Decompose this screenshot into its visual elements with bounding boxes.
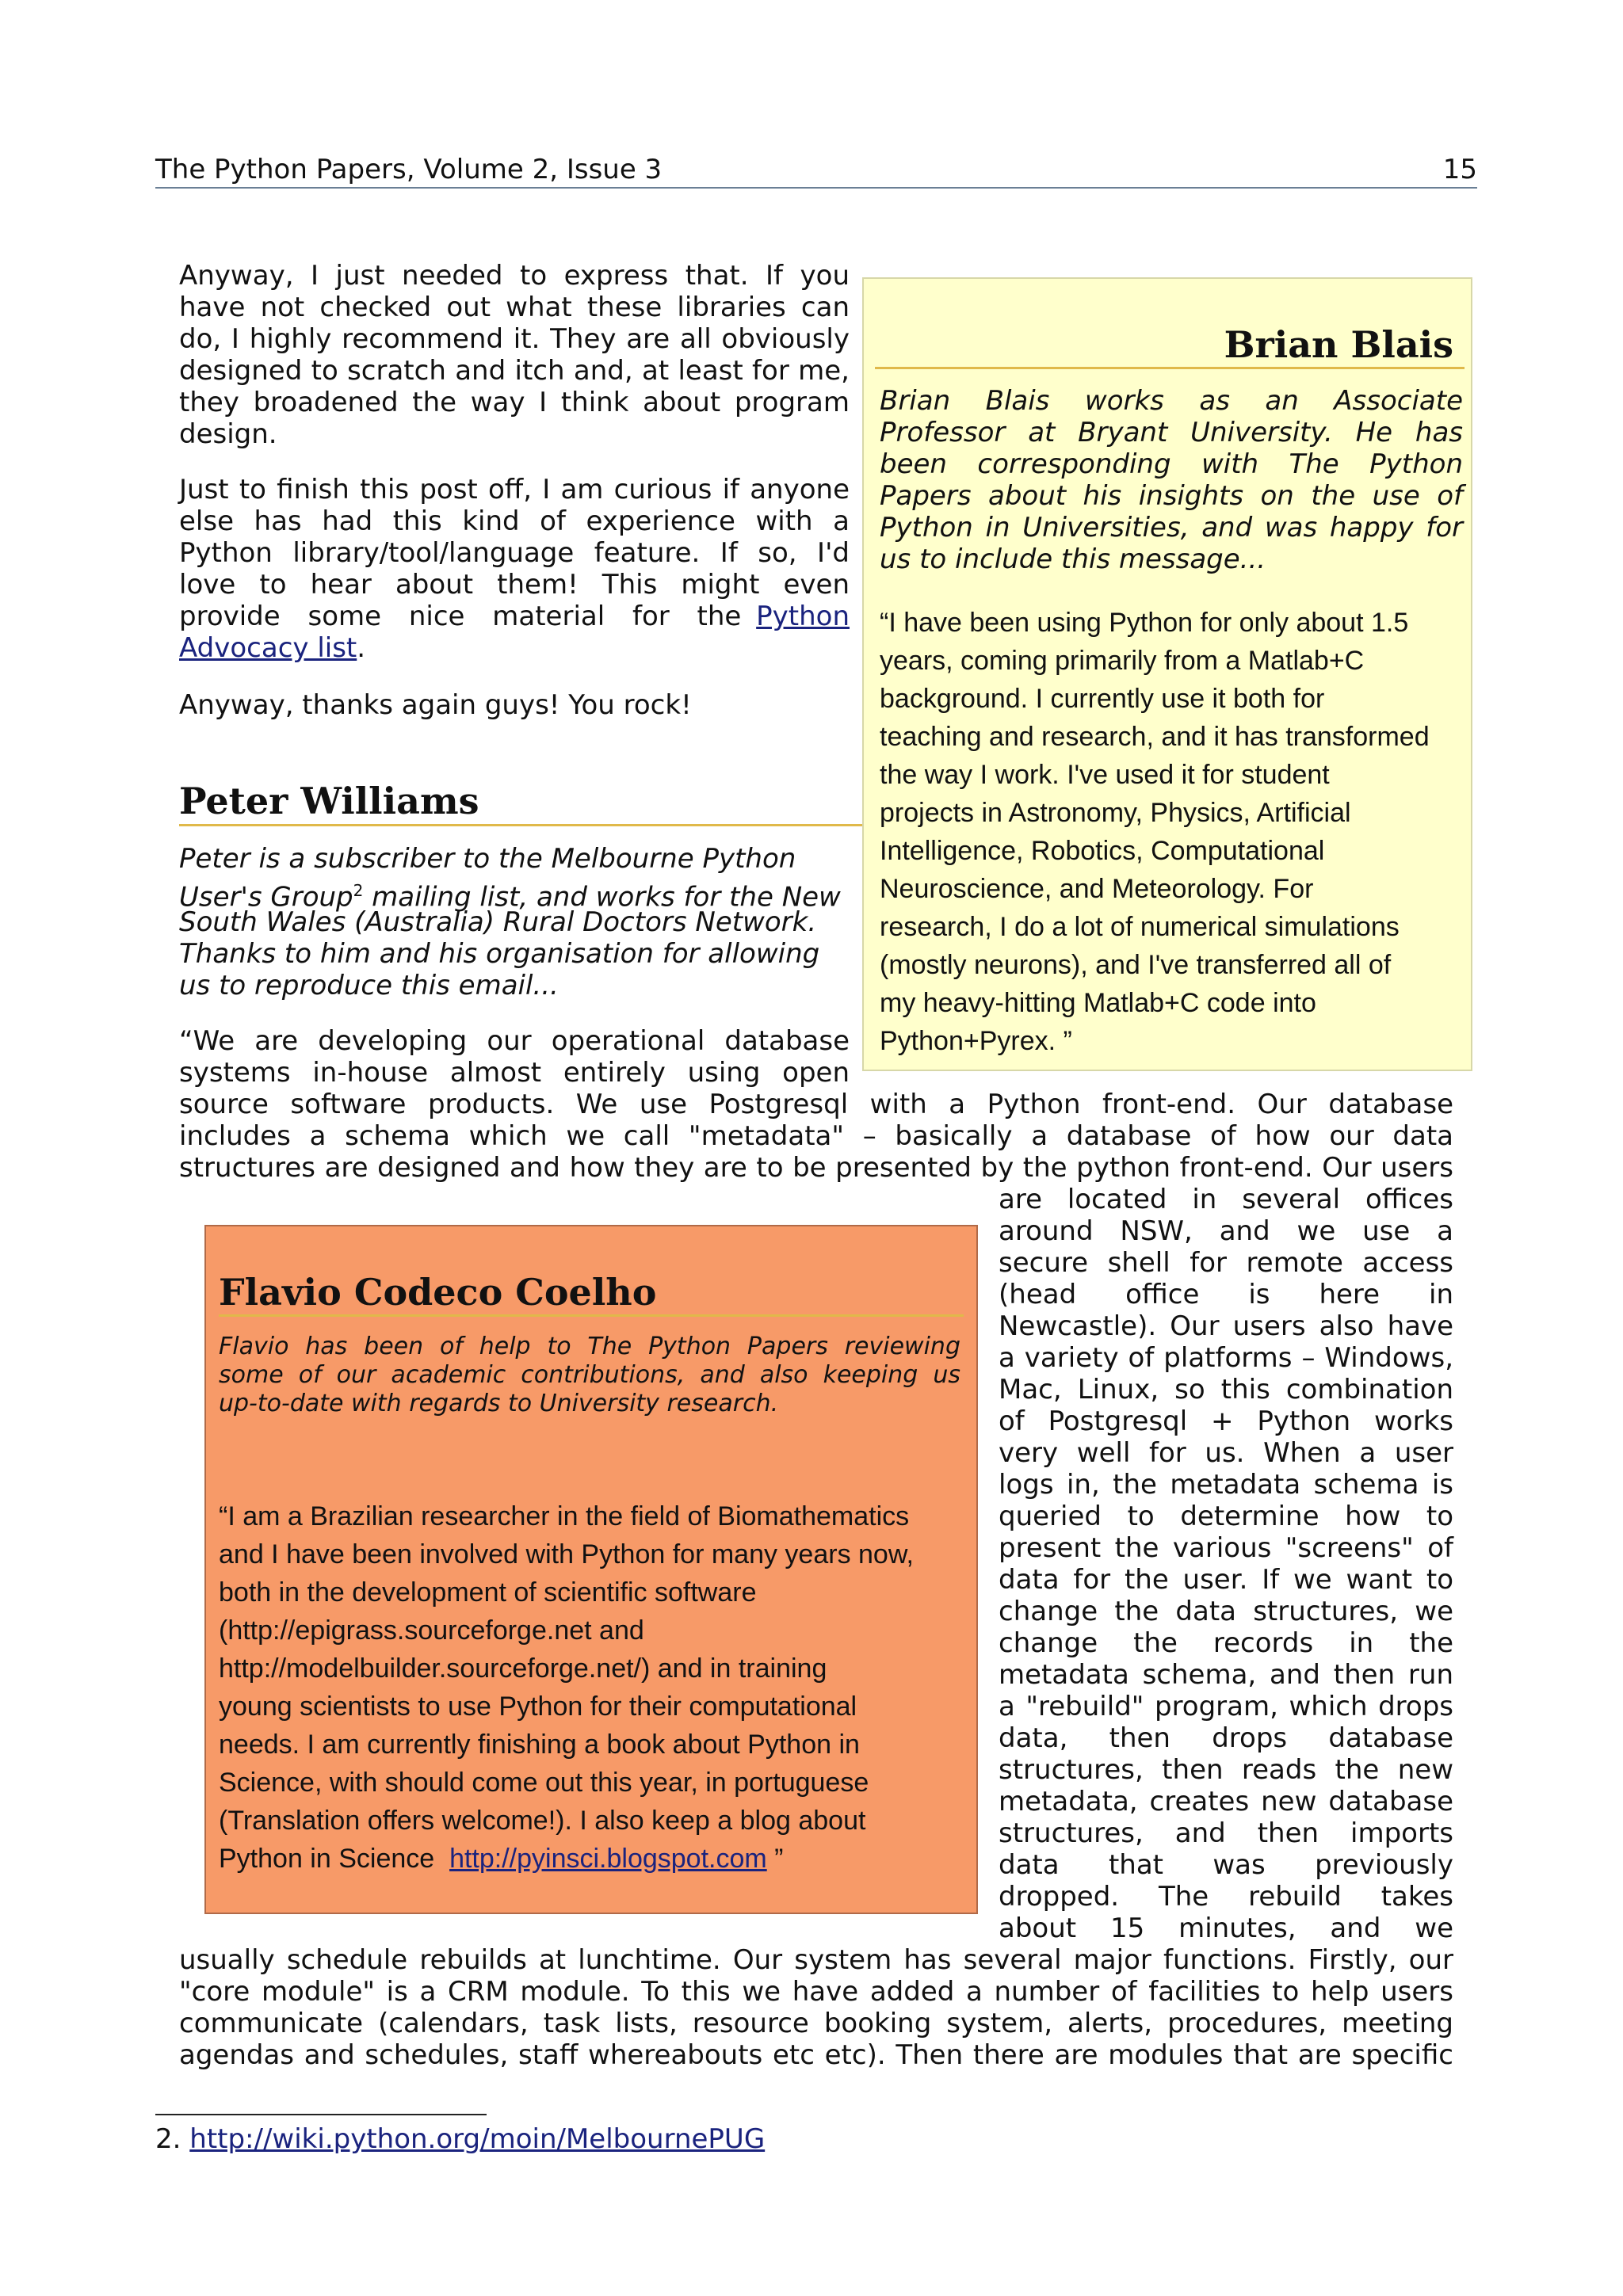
text-line: years, coming primarily from a Matlab+C: [880, 646, 1365, 676]
text-line: change the records in the: [999, 1627, 1453, 1659]
text-line: communicate (calendars, task lists, resource booking system, alerts, procedures, meeting: [179, 2008, 1453, 2039]
text-line: data that was previously: [999, 1849, 1453, 1881]
text-line: love to hear about them! This might even: [179, 569, 850, 601]
text-line: a variety of platforms – Windows,: [999, 1342, 1453, 1374]
text-line: Intelligence, Robotics, Computational: [880, 836, 1325, 866]
text-fragment: mailing list, and works for the New: [363, 881, 841, 913]
text-line: of Postgresql + Python works: [999, 1405, 1453, 1437]
text-line: dropped. The rebuild takes: [999, 1881, 1453, 1913]
text-line: secure shell for remote access: [999, 1247, 1453, 1279]
text-line: the way I work. I've used it for student: [880, 760, 1330, 790]
text-line: else has had this kind of experience with a: [179, 505, 850, 537]
pyinsci-blog-link[interactable]: http://pyinsci.blogspot.com: [449, 1844, 767, 1874]
text-line: present the various "screens" of: [999, 1532, 1453, 1564]
text-line: us to reproduce this email...: [179, 970, 559, 1001]
text-line: us to include this message...: [880, 543, 1266, 575]
text-line: Flavio has been of help to The Python Papers reviewing: [219, 1333, 960, 1360]
text-fragment: provide some nice material for the: [179, 601, 742, 632]
text-line: data for the user. If we want to: [999, 1564, 1453, 1596]
text-line: data, then drops database: [999, 1722, 1453, 1754]
text-line: Python library/tool/language feature. If so, I'd: [179, 537, 850, 569]
text-line: (Translation offers welcome!). I also keep a blog about: [219, 1806, 866, 1836]
text-line: includes a schema which we call "metadata" – basically a database of how our data: [179, 1120, 1453, 1152]
text-line: “I have been using Python for only about 1.5: [880, 608, 1409, 638]
text-line: been corresponding with The Python: [880, 448, 1463, 480]
text-line: do, I highly recommend it. They are all obviously: [179, 323, 850, 355]
text-line: they broadened the way I think about program: [179, 387, 850, 418]
text-line: about 15 minutes, and we: [999, 1913, 1453, 1944]
text-line: a "rebuild" program, which drops: [999, 1691, 1453, 1722]
text-line: designed to scratch and itch and, at least for me,: [179, 355, 850, 387]
text-line: some of our academic contributions, and also keeping us: [219, 1361, 960, 1389]
text-line: “We are developing our operational database: [179, 1025, 850, 1057]
text-line: Python in Universities, and was happy for: [880, 512, 1463, 543]
text-line: (http://epigrass.sourceforge.net and: [219, 1615, 644, 1646]
text-line: [219, 1840, 784, 1878]
text-line: (head office is here in: [999, 1279, 1453, 1310]
text-line: [179, 601, 850, 632]
text-line: http://modelbuilder.sourceforge.net/) and in training: [219, 1653, 827, 1684]
footnote: [155, 2123, 765, 2155]
text-line: Newcastle). Our users also have: [999, 1310, 1453, 1342]
footnote-ref: 2: [353, 881, 364, 900]
text-line: teaching and research, and it has transformed: [880, 722, 1430, 752]
text-line: both in the development of scientific software: [219, 1577, 757, 1608]
heading-rule: [219, 1314, 964, 1317]
text-line: source software products. We use Postgresql with a Python front-end. Our database: [179, 1089, 1453, 1120]
flavio-coelho-heading: Flavio Codeco Coelho: [219, 1271, 657, 1314]
text-fragment: Python in Science: [219, 1844, 450, 1874]
text-line: Brian Blais works as an Associate: [880, 385, 1463, 417]
text-line: projects in Astronomy, Physics, Artificial: [880, 798, 1351, 828]
text-line: Papers about his insights on the use of: [880, 480, 1463, 512]
text-line: “I am a Brazilian researcher in the field of Biomathematics: [219, 1501, 910, 1531]
text-line: systems in-house almost entirely using open: [179, 1057, 850, 1089]
text-line: research, I do a lot of numerical simulations: [880, 912, 1400, 942]
text-line: change the data structures, we: [999, 1596, 1453, 1627]
melbourne-pug-link[interactable]: http://wiki.python.org/moin/MelbournePUG: [189, 2123, 766, 2155]
text-line: structures, then reads the new: [999, 1754, 1453, 1786]
python-advocacy-link[interactable]: Advocacy list: [179, 632, 357, 664]
text-line: have not checked out what these libraries can: [179, 292, 850, 323]
text-fragment: .: [357, 632, 366, 664]
text-line: Neuroscience, and Meteorology. For: [880, 874, 1314, 904]
header-rule: [155, 187, 1477, 189]
text-line: Professor at Bryant University. He has: [880, 417, 1463, 448]
footnote-separator: [155, 2114, 487, 2115]
footnote-number: 2.: [155, 2123, 181, 2155]
text-line: "core module" is a CRM module. To this we have added a number of facilities to help users: [179, 1976, 1453, 2008]
text-line: agendas and schedules, staff whereabouts etc etc). Then there are modules that are specific: [179, 2039, 1453, 2071]
text-line: Thanks to him and his organisation for allowing: [179, 938, 820, 970]
heading-rule: [875, 367, 1465, 369]
text-line: usually schedule rebuilds at lunchtime. Our system has several major functions. Firstly, our: [179, 1944, 1453, 1976]
python-advocacy-link[interactable]: Python: [756, 601, 850, 632]
text-line: structures, and then imports: [999, 1817, 1453, 1849]
text-line: up-to-date with regards to University research.: [219, 1390, 779, 1417]
text-line: South Wales (Australia) Rural Doctors Network.: [179, 906, 817, 938]
text-line: design.: [179, 418, 277, 450]
text-line: around NSW, and we use a: [999, 1215, 1453, 1247]
text-line: Science, with should come out this year, in portuguese: [219, 1768, 869, 1798]
text-line: logs in, the metadata schema is: [999, 1469, 1453, 1501]
intro-paragraph-3: Anyway, thanks again guys! You rock!: [179, 689, 692, 721]
text-line: and I have been involved with Python for many years now,: [219, 1539, 914, 1569]
page-number: 15: [1442, 154, 1477, 185]
text-line: needs. I am currently finishing a book about Python in: [219, 1730, 860, 1760]
text-line: Python+Pyrex. ”: [880, 1026, 1072, 1056]
text-line: background. I currently use it both for: [880, 684, 1325, 714]
text-line: structures are designed and how they are to be presented by the python front-end. Our users: [179, 1152, 1453, 1184]
text-line: young scientists to use Python for their computational: [219, 1691, 857, 1722]
text-fragment: User's Group: [179, 881, 353, 913]
text-line: very well for us. When a user: [999, 1437, 1453, 1469]
brian-blais-heading: Brian Blais: [1224, 323, 1453, 366]
running-header-title: The Python Papers, Volume 2, Issue 3: [155, 154, 663, 185]
text-line: queried to determine how to: [999, 1501, 1453, 1532]
text-line: (mostly neurons), and I've transferred all of: [880, 950, 1392, 980]
text-line: Peter is a subscriber to the Melbourne Python: [179, 843, 796, 875]
peter-williams-heading: Peter Williams: [179, 780, 479, 822]
text-line: Mac, Linux, so this combination: [999, 1374, 1453, 1405]
text-line: metadata schema, and then run: [999, 1659, 1453, 1691]
text-line: metadata, creates new database: [999, 1786, 1453, 1817]
text-line: are located in several offices: [999, 1184, 1453, 1215]
heading-rule: [179, 824, 862, 826]
text-line: Just to finish this post off, I am curious if anyone: [179, 474, 850, 505]
text-fragment: ”: [766, 1844, 784, 1874]
text-line: Anyway, I just needed to express that. If you: [179, 260, 850, 292]
text-line: [179, 632, 365, 664]
text-line: my heavy-hitting Matlab+C code into: [880, 988, 1316, 1018]
